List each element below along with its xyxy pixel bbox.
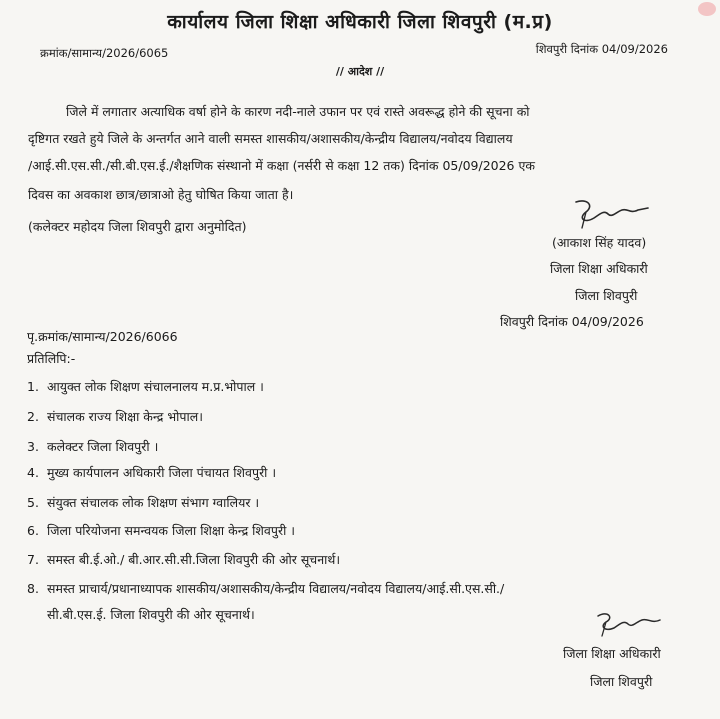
copy-item-continuation: सी.बी.एस.ई. जिला शिवपुरी की ओर सूचनार्थ।: [47, 607, 255, 622]
approval-note: (कलेक्टर महोदय जिला शिवपुरी द्वारा अनुमोदित): [28, 219, 247, 234]
order-heading: // आदेश //: [335, 65, 385, 78]
issue-date: शिवपुरी दिनांक 04/09/2026: [535, 42, 668, 56]
copy-reference-number: पृ.क्रमांक/सामान्य/2026/6066: [27, 329, 178, 344]
body-line-4: दिवस का अवकाश छात्र/छात्राओ हेतु घोषित किया जाता है।: [28, 187, 294, 202]
copy-label: प्रतिलिपि:-: [27, 351, 76, 366]
bottom-signatory-designation: जिला शिक्षा अधिकारी: [563, 646, 661, 661]
copy-item: 8. समस्त प्राचार्य/प्रधानाध्यापक शासकीय/अशासकीय/केन्द्रीय विद्यालय/नवोदय विद्यालय/आई.सी.एस.सी./: [27, 581, 505, 596]
body-line-2: दृष्टिगत रखते हुये जिले के अन्तर्गत आने वाली समस्त शासकीय/अशासकीय/केन्द्रीय विद्यालय/नवोदय विद्यालय: [28, 131, 513, 146]
signatory-name: (आकाश सिंह यादव): [552, 235, 647, 250]
copy-item: 1. आयुक्त लोक शिक्षण संचालनालय म.प्र.भोपाल ।: [27, 379, 264, 394]
copy-item: 4. मुख्य कार्यपालन अधिकारी जिला पंचायत शिवपुरी ।: [27, 465, 277, 480]
body-line-1: जिले में लगातार अत्याधिक वर्षा होने के कारण नदी-नाले उफान पर एवं रास्ते अवरूद्ध होने की सूचना को: [66, 104, 530, 119]
body-line-3: /आई.सी.एस.सी./सी.बी.एस.ई./शैक्षणिक संस्थानो में कक्षा (नर्सरी से कक्षा 12 तक) दिनांक 05/09/2026 एक: [28, 158, 535, 173]
signatory-designation: जिला शिक्षा अधिकारी: [550, 261, 648, 276]
signature-image: [568, 196, 658, 232]
office-title: कार्यालय जिला शिक्षा अधिकारी जिला शिवपुरी (म.प्र): [167, 11, 553, 33]
copy-item: 6. जिला परियोजना समन्वयक जिला शिक्षा केन्द्र शिवपुरी ।: [27, 523, 296, 538]
signatory-date: शिवपुरी दिनांक 04/09/2026: [500, 314, 644, 329]
signatory-district: जिला शिवपुरी: [575, 288, 638, 303]
signature-image: [592, 608, 672, 640]
reference-number: क्रमांक/सामान्य/2026/6065: [40, 46, 169, 60]
copy-item: 2. संचालक राज्य शिक्षा केन्द्र भोपाल।: [27, 409, 203, 424]
copy-item: 7. समस्त बी.ई.ओ./ बी.आर.सी.सी.जिला शिवपुरी की ओर सूचनार्थ।: [27, 552, 341, 567]
copy-item: 3. कलेक्टर जिला शिवपुरी ।: [27, 439, 159, 454]
copy-item: 5. संयुक्त संचालक लोक शिक्षण संभाग ग्वालियर ।: [27, 495, 260, 510]
bottom-signatory-district: जिला शिवपुरी: [590, 674, 653, 689]
